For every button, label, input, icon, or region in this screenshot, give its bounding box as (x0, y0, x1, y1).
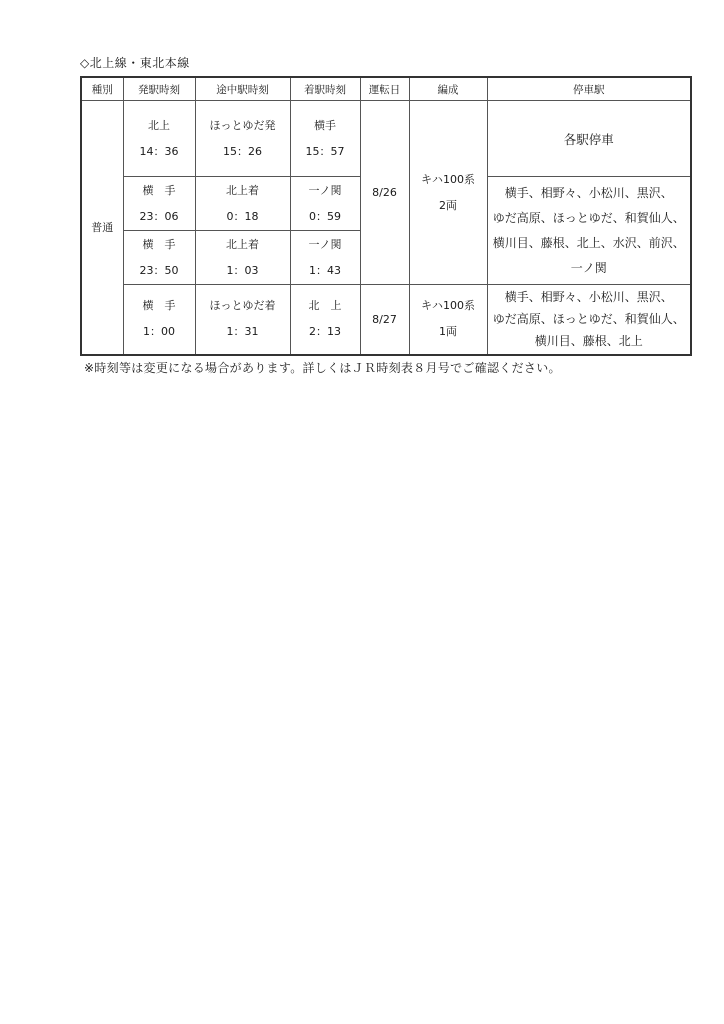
departure-cell (123, 285, 195, 355)
formation-model: キハ100系 (421, 299, 475, 313)
intermediate-cell (195, 231, 290, 285)
arrival-time: 0：59 (309, 209, 341, 223)
footnote: ※時刻等は変更になる場合があります。詳しくはＪＲ時刻表８月号でご確認ください。 (84, 361, 561, 375)
intermediate-cell (195, 101, 290, 177)
arrival-station: 一ノ関 (308, 237, 342, 251)
departure-station: 横 手 (142, 299, 176, 313)
departure-station: 北上 (148, 118, 170, 132)
formation-cell (409, 101, 487, 285)
arrival-cell (290, 285, 360, 355)
run-date: 8/27 (360, 285, 409, 355)
arrival-cell (290, 231, 360, 285)
stops-line: 横川目、藤根、北上 (534, 334, 643, 349)
departure-station: 横 手 (142, 237, 176, 251)
intermediate-station: 北上着 (226, 237, 259, 251)
arrival-time: 2：13 (309, 325, 341, 339)
formation-cars: 2両 (439, 198, 457, 212)
stops-list (487, 177, 691, 285)
table-row (81, 101, 691, 177)
header-stops: 停車駅 (487, 77, 691, 101)
stops-line: 横手、相野々、小松川、黒沢、 (504, 185, 673, 200)
departure-cell (123, 101, 195, 177)
intermediate-time: 15：26 (223, 144, 262, 158)
arrival-time: 1：43 (309, 263, 341, 277)
header-departure: 発駅時刻 (123, 77, 195, 101)
arrival-cell (290, 101, 360, 177)
section-title: ◇北上線・東北本線 (80, 56, 190, 70)
stops-line: 横手、相野々、小松川、黒沢、 (504, 290, 673, 305)
intermediate-station: ほっとゆだ着 (209, 299, 276, 313)
timetable (80, 76, 692, 356)
arrival-station: 横手 (314, 118, 336, 132)
run-date: 8/26 (360, 101, 409, 285)
formation-model: キハ100系 (421, 172, 475, 186)
formation-cell (409, 285, 487, 355)
intermediate-time: 1：03 (226, 263, 259, 277)
intermediate-time: 0：18 (226, 209, 259, 223)
train-kind: 普通 (81, 101, 123, 355)
departure-time: 23：06 (139, 209, 179, 223)
arrival-cell (290, 177, 360, 231)
header-row (81, 77, 691, 101)
arrival-station: 北 上 (308, 299, 342, 313)
stops-line: ゆだ高原、ほっとゆだ、和賀仙人、 (492, 312, 685, 327)
arrival-station: 一ノ関 (308, 183, 342, 197)
header-formation: 編成 (409, 77, 487, 101)
stops-all-stations: 各駅停車 (487, 101, 691, 177)
table-row (81, 285, 691, 355)
intermediate-time: 1：31 (226, 325, 259, 339)
header-kind: 種別 (81, 77, 123, 101)
departure-cell (123, 177, 195, 231)
intermediate-station: 北上着 (226, 183, 259, 197)
departure-time: 23：50 (139, 263, 179, 277)
intermediate-station: ほっとゆだ発 (209, 118, 276, 132)
departure-station: 横 手 (142, 183, 176, 197)
stops-line: ゆだ高原、ほっとゆだ、和賀仙人、 (492, 210, 685, 225)
stops-list (487, 285, 691, 355)
header-intermediate: 途中駅時刻 (195, 77, 290, 101)
formation-cars: 1両 (439, 325, 457, 339)
intermediate-cell (195, 285, 290, 355)
header-date: 運転日 (360, 77, 409, 101)
stops-line: 一ノ関 (570, 260, 607, 275)
header-arrival: 着駅時刻 (290, 77, 360, 101)
intermediate-cell (195, 177, 290, 231)
departure-time: 1：00 (143, 325, 175, 339)
arrival-time: 15：57 (305, 144, 345, 158)
departure-time: 14：36 (139, 144, 179, 158)
departure-cell (123, 231, 195, 285)
stops-line: 横川目、藤根、北上、水沢、前沢、 (492, 235, 685, 250)
